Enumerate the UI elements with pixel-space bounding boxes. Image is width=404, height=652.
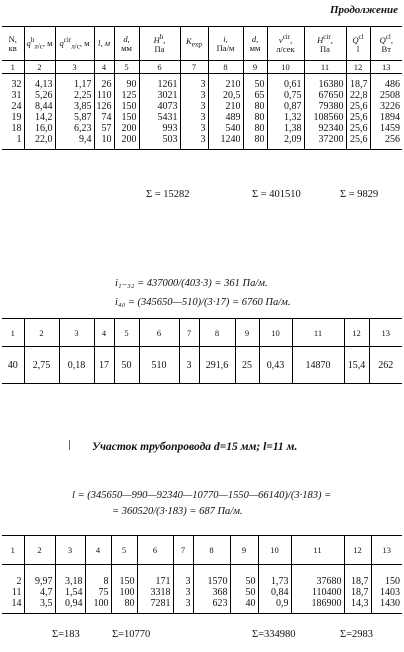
index-cell: 13 bbox=[370, 61, 402, 74]
cell: 40 bbox=[230, 598, 258, 614]
section-title: Участок трубопровода d=15 мм; l=11 м. bbox=[92, 441, 298, 453]
table-row bbox=[2, 598, 402, 614]
header-i: i, Па/м bbox=[208, 27, 243, 61]
table-row bbox=[2, 123, 402, 134]
index-cell: 13 bbox=[371, 536, 402, 565]
table-3 bbox=[2, 535, 402, 614]
cell: 75 bbox=[85, 587, 111, 598]
index-cell: 11 bbox=[291, 536, 344, 565]
index-cell: 9 bbox=[235, 319, 259, 347]
cell: 1430 bbox=[371, 598, 402, 614]
cell: 80 bbox=[243, 101, 267, 112]
sum-3-1: Σ=183 bbox=[52, 629, 80, 640]
table-row bbox=[2, 347, 402, 384]
cell: 50 bbox=[230, 565, 258, 588]
cell: 26 bbox=[94, 74, 114, 91]
index-cell: 7 bbox=[179, 319, 199, 347]
cell: 100 bbox=[85, 598, 111, 614]
index-cell: 5 bbox=[111, 536, 137, 565]
header-d: d, мм bbox=[114, 27, 139, 61]
cell: 0,84 bbox=[258, 587, 291, 598]
table-row bbox=[2, 587, 402, 598]
cell: 25,6 bbox=[346, 101, 370, 112]
table-row bbox=[2, 90, 402, 101]
cell: 16,0 bbox=[24, 123, 55, 134]
cell: 489 bbox=[208, 112, 243, 123]
index-cell: 5 bbox=[114, 319, 139, 347]
header-qcl-l: $Q^{cl}$ l bbox=[346, 27, 370, 61]
header-qcl-w: $Q^{cl}$, Вт bbox=[370, 27, 402, 61]
cell: 3 bbox=[180, 74, 208, 91]
cell: 14 bbox=[2, 598, 24, 614]
cell: 1,73 bbox=[258, 565, 291, 588]
cell: 25,6 bbox=[346, 112, 370, 123]
cell: 32 bbox=[2, 74, 24, 91]
cell: 0,9 bbox=[258, 598, 291, 614]
cell: 2 bbox=[2, 565, 24, 588]
index-cell: 9 bbox=[243, 61, 267, 74]
cell: 90 bbox=[114, 74, 139, 91]
cell: 150 bbox=[385, 576, 400, 587]
cell: 0,43 bbox=[259, 347, 292, 384]
cell: 50 bbox=[114, 347, 139, 384]
cell: 7281 bbox=[137, 598, 173, 614]
cell: 110400 bbox=[291, 587, 344, 598]
cell: 1,54 bbox=[55, 587, 85, 598]
cell: 2,25 bbox=[55, 90, 94, 101]
cell: 74 bbox=[94, 112, 114, 123]
cell: 100 bbox=[111, 587, 137, 598]
cell: 262 bbox=[369, 347, 402, 384]
cell: 80 bbox=[111, 598, 137, 614]
table-row bbox=[2, 101, 402, 112]
cell: 5431 bbox=[139, 112, 180, 123]
cell: 80 bbox=[243, 134, 267, 150]
index-cell: 11 bbox=[292, 319, 344, 347]
cell: 291,6 bbox=[199, 347, 235, 384]
header-qcir: $q^{cir}_{л/с}$, м bbox=[55, 27, 94, 61]
cell: 11 bbox=[2, 587, 24, 598]
cell: 125 bbox=[114, 90, 139, 101]
index-cell: 2 bbox=[24, 536, 55, 565]
cell: 126 bbox=[94, 101, 114, 112]
header-d2: d, мм bbox=[243, 27, 267, 61]
table-row bbox=[2, 112, 402, 123]
cell: 31 bbox=[2, 90, 24, 101]
cell: 25 bbox=[235, 347, 259, 384]
margin-mark bbox=[69, 440, 70, 450]
cell: 110 bbox=[94, 90, 114, 101]
index-cell: 10 bbox=[259, 319, 292, 347]
index-cell: 4 bbox=[94, 61, 114, 74]
cell: 2508 bbox=[380, 90, 400, 101]
cell: 18,7 bbox=[344, 587, 371, 598]
cell: 4073 bbox=[139, 101, 180, 112]
cell: 2,09 bbox=[267, 134, 304, 150]
cell: 14,2 bbox=[24, 112, 55, 123]
cell: 1403 bbox=[380, 587, 400, 598]
cell: 256 bbox=[370, 134, 402, 150]
cell: 1261 bbox=[139, 74, 180, 91]
cell: 65 bbox=[243, 90, 267, 101]
cell: 19 bbox=[2, 112, 24, 123]
cell: 1570 bbox=[193, 565, 230, 588]
cell: 3 bbox=[173, 598, 193, 614]
index-cell: 3 bbox=[59, 319, 94, 347]
cell: 24 bbox=[2, 101, 24, 112]
cell: 3 bbox=[180, 112, 208, 123]
cell: 22,0 bbox=[24, 134, 55, 150]
cell: 171 bbox=[137, 565, 173, 588]
cell: 1894 bbox=[380, 112, 400, 123]
cell: 4,7 bbox=[24, 587, 55, 598]
index-cell: 6 bbox=[137, 536, 173, 565]
cell: 1 bbox=[2, 134, 24, 150]
cell: 10 bbox=[94, 134, 114, 150]
cell: 510 bbox=[139, 347, 179, 384]
index-cell: 13 bbox=[369, 319, 402, 347]
cell: 37200 bbox=[304, 134, 346, 150]
index-cell: 7 bbox=[173, 536, 193, 565]
cell: 150 bbox=[114, 112, 139, 123]
index-cell: 12 bbox=[344, 319, 369, 347]
cell: 18,7 bbox=[346, 74, 370, 91]
cell: 0,61 bbox=[267, 74, 304, 91]
cell: 210 bbox=[208, 74, 243, 91]
cell: 9,97 bbox=[24, 565, 55, 588]
cell: 3021 bbox=[139, 90, 180, 101]
index-cell: 4 bbox=[94, 319, 114, 347]
index-cell: 8 bbox=[199, 319, 235, 347]
index-cell: 6 bbox=[139, 319, 179, 347]
index-cell: 12 bbox=[346, 61, 370, 74]
cell: 3 bbox=[179, 347, 199, 384]
cell: 0,18 bbox=[59, 347, 94, 384]
index-cell: 6 bbox=[139, 61, 180, 74]
index-cell: 9 bbox=[230, 536, 258, 565]
table-1-index-row bbox=[2, 61, 402, 74]
cell: 9,4 bbox=[55, 134, 94, 150]
header-qh: $q^h_{л/с}$, м bbox=[24, 27, 55, 61]
cell: 57 bbox=[94, 123, 114, 134]
cell: 3226 bbox=[380, 101, 400, 112]
cell: 486 bbox=[385, 79, 400, 90]
cell: 18 bbox=[2, 123, 24, 134]
cell: 18,7 bbox=[344, 565, 371, 588]
index-cell: 8 bbox=[208, 61, 243, 74]
index-cell: 1 bbox=[2, 61, 24, 74]
cell: 6,23 bbox=[55, 123, 94, 134]
index-cell: 8 bbox=[193, 536, 230, 565]
table-1-header bbox=[2, 27, 402, 61]
cell: 17 bbox=[94, 347, 114, 384]
cell: 0,87 bbox=[267, 101, 304, 112]
cell: 5,87 bbox=[55, 112, 94, 123]
table-2 bbox=[2, 318, 402, 384]
header-hh: $H^h$, Па bbox=[139, 27, 180, 61]
cell: 80 bbox=[243, 112, 267, 123]
cell: 5,26 bbox=[24, 90, 55, 101]
cell: 67650 bbox=[304, 90, 346, 101]
cell: 50 bbox=[243, 74, 267, 91]
table-2-index-row bbox=[2, 319, 402, 347]
index-cell: 11 bbox=[304, 61, 346, 74]
index-cell: 1 bbox=[2, 319, 24, 347]
sum-3-4: Σ=2983 bbox=[340, 629, 374, 640]
sum-3-2: Σ=10770 bbox=[112, 629, 151, 640]
formula-2: i₄₀ = (345650—510)/(3·17) = 6760 Па/м. bbox=[115, 297, 291, 308]
index-cell: 5 bbox=[114, 61, 139, 74]
cell: 1,17 bbox=[55, 74, 94, 91]
index-cell: 4 bbox=[85, 536, 111, 565]
table-3-index-row bbox=[2, 536, 402, 565]
cell: 40 bbox=[2, 347, 24, 384]
cell: 15,4 bbox=[344, 347, 369, 384]
cell: 3 bbox=[180, 90, 208, 101]
cell: 200 bbox=[114, 123, 139, 134]
header-kexp: $K_{exp}$ bbox=[180, 27, 208, 61]
index-cell: 7 bbox=[180, 61, 208, 74]
cell: 14,3 bbox=[344, 598, 371, 614]
index-cell: 2 bbox=[24, 319, 59, 347]
cell: 108560 bbox=[304, 112, 346, 123]
formula-3-line-1: l = (345650—990—92340—10770—1550—66140)/(3·183) = bbox=[72, 490, 332, 501]
cell: 200 bbox=[114, 134, 139, 150]
cell: 1240 bbox=[208, 134, 243, 150]
cell: 8 bbox=[85, 565, 111, 588]
index-cell: 3 bbox=[55, 536, 85, 565]
cell: 25,6 bbox=[346, 134, 370, 150]
cell: 3318 bbox=[137, 587, 173, 598]
table-1 bbox=[2, 26, 402, 150]
cell: 3 bbox=[180, 123, 208, 134]
formula-1: i₁₋₃₂ = 437000/(403·3) = 361 Па/м. bbox=[115, 278, 268, 289]
cell: 4,13 bbox=[24, 74, 55, 91]
index-cell: 12 bbox=[344, 536, 371, 565]
cell: 22,8 bbox=[346, 90, 370, 101]
cell: 3 bbox=[180, 134, 208, 150]
cell: 14870 bbox=[292, 347, 344, 384]
formula-3-line-2: = 360520/(3·183) = 687 Па/м. bbox=[112, 506, 243, 517]
cell: 8,44 bbox=[24, 101, 55, 112]
cell: 1459 bbox=[380, 123, 400, 134]
table-row bbox=[2, 74, 402, 91]
sum-1: Σ = 15282 bbox=[146, 189, 190, 200]
cell: 3,18 bbox=[55, 565, 85, 588]
cell: 3 bbox=[173, 565, 193, 588]
table-row bbox=[2, 134, 402, 150]
cell: 92340 bbox=[304, 123, 346, 134]
cell: 1,38 bbox=[267, 123, 304, 134]
index-cell: 1 bbox=[2, 536, 24, 565]
cell: 210 bbox=[208, 101, 243, 112]
cell: 16380 bbox=[304, 74, 346, 91]
cell: 3,85 bbox=[55, 101, 94, 112]
cell: 37680 bbox=[291, 565, 344, 588]
cell: 150 bbox=[114, 101, 139, 112]
sum-3-3: Σ=334980 bbox=[252, 629, 296, 640]
index-cell: 3 bbox=[55, 61, 94, 74]
cell: 3,5 bbox=[24, 598, 55, 614]
cell: 0,75 bbox=[267, 90, 304, 101]
cell: 79380 bbox=[304, 101, 346, 112]
cell: 540 bbox=[208, 123, 243, 134]
cell: 0,94 bbox=[55, 598, 85, 614]
cell: 368 bbox=[193, 587, 230, 598]
cell: 1,32 bbox=[267, 112, 304, 123]
cell: 186900 bbox=[291, 598, 344, 614]
header-hcir: $H^{cir}$, Па bbox=[304, 27, 346, 61]
cell: 150 bbox=[111, 565, 137, 588]
header-l: l, м bbox=[94, 27, 114, 61]
cell: 25,6 bbox=[346, 123, 370, 134]
header-n: N, кв bbox=[2, 27, 24, 61]
sum-3: Σ = 9829 bbox=[340, 189, 379, 200]
cell: 80 bbox=[243, 123, 267, 134]
table-row bbox=[2, 565, 402, 588]
cell: 50 bbox=[230, 587, 258, 598]
cell: 3 bbox=[180, 101, 208, 112]
cell: 623 bbox=[193, 598, 230, 614]
index-cell: 10 bbox=[258, 536, 291, 565]
header-vcir: $v^{cir}$, л/сек bbox=[267, 27, 304, 61]
cell: 20,5 bbox=[208, 90, 243, 101]
cell: 2,75 bbox=[24, 347, 59, 384]
continuation-label: Продолжение bbox=[329, 4, 398, 16]
cell: 3 bbox=[173, 587, 193, 598]
cell: 503 bbox=[139, 134, 180, 150]
cell: 993 bbox=[139, 123, 180, 134]
sum-2: Σ = 401510 bbox=[252, 189, 301, 200]
index-cell: 2 bbox=[24, 61, 55, 74]
index-cell: 10 bbox=[267, 61, 304, 74]
